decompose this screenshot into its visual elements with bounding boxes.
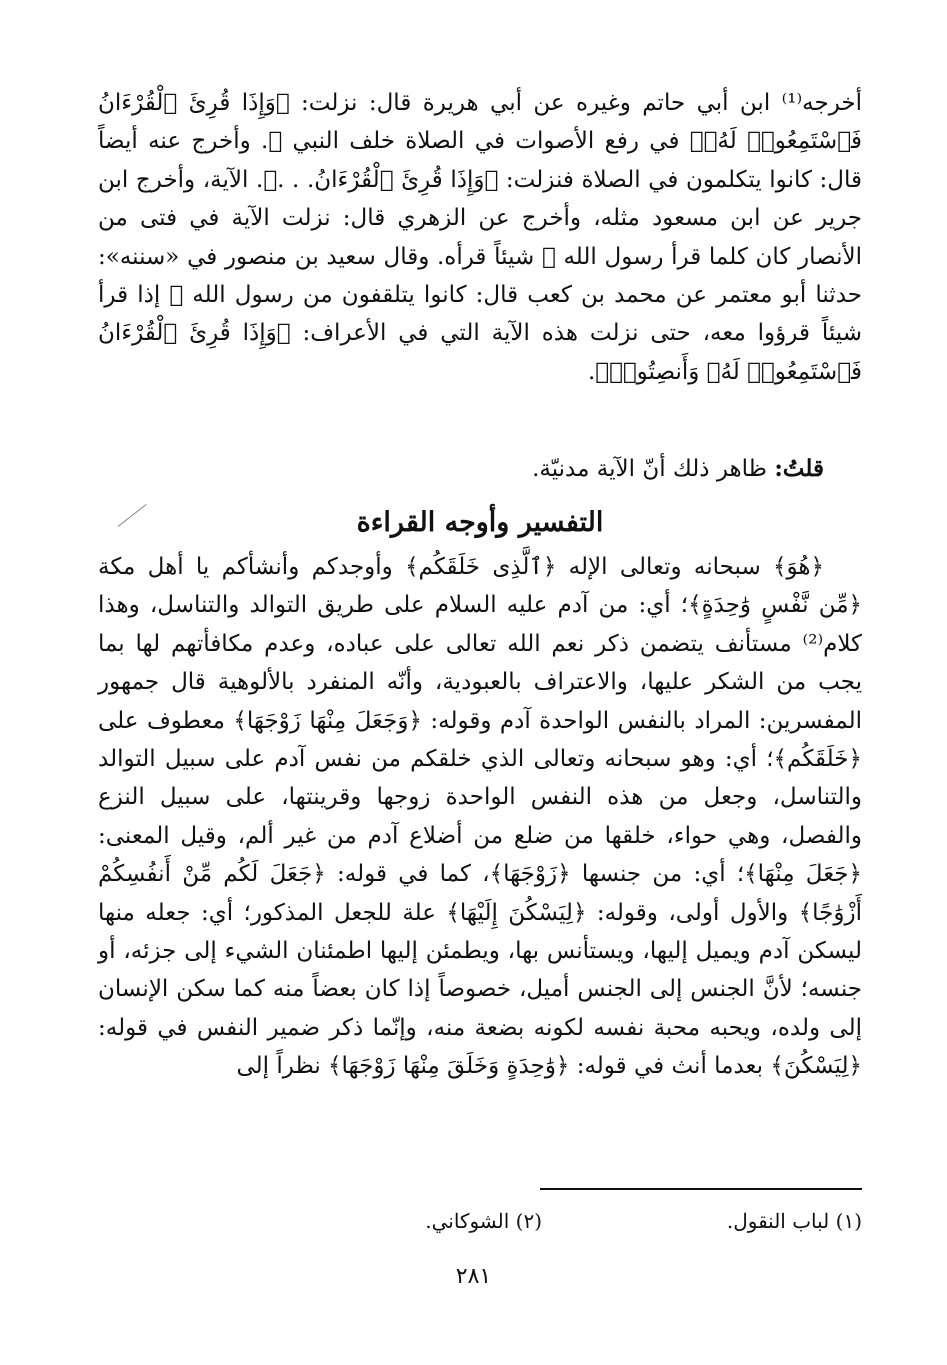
paragraph-text: أخرجه⁽¹⁾ ابن أبي حاتم وغيره عن أبي هريرة قال: نزلت: ﴿وَإِذَا قُرِئَ ٱلْقُرْءَانُ فَٱسْتَمِعُوا۟ لَهُۥ﴾ في رفع الأصوات في الصلاة خلف النبي ﷺ. وأخرج عنه أيضاً قال: كانوا يتكلمون في الصلاة فنزلت: ﴿وَإِذَا قُرِئَ ٱلْقُرْءَانُ. . .﴾. الآية، وأخرج ابن جرير عن ابن مسعود مثله، وأخرج عن الزهري قال: نزلت الآية في فتى من الأنصار كان كلما قرأ رسول الله ﷺ شيئاً قرأه. وقال سعيد بن منصور في «سننه»: حدثنا أبو معتمر عن محمد بن كعب قال: كانوا يتلقفون من رسول الله ﷺ إذا قرأ شيئاً قرؤوا معه، حتى نزلت هذه الآية التي في الأعراف: ﴿وَإِذَا قُرِئَ ٱلْقُرْءَانُ فَٱسْتَمِعُوا۟ لَهُۥ وَأَنصِتُوا۟﴾.: [98, 90, 862, 385]
section-title: التفسير وأوجه القراءة: [356, 507, 604, 538]
page-number: ٢٨١: [455, 1264, 492, 1289]
footnote-2: (٢) الشوكاني.: [425, 1209, 542, 1233]
qult-text: ظاهر ذلك أنّ الآية مدنيّة.: [532, 456, 767, 482]
qult-label: قلتُ:: [774, 455, 824, 482]
paragraph-text: ﴿هُوَ﴾ سبحانه وتعالى الإله ﴿ٱلَّذِى خَلَقَكُم﴾ وأوجدكم وأنشأكم يا أهل مكة ﴿مِّن نَّفْسٍ وَٰحِدَةٍ﴾؛ أي: من آدم عليه السلام على طريق التوالد والتناسل، وهذا كلام⁽²⁾ مستأنف يتضمن ذكر نعم الله تعالى على عباده، وعدم مكافأتهم لها بما يجب من الشكر عليها، والاعتراف بالعبودية، وأنّه المنفرد بالألوهية قال جمهور المفسرين: المراد بالنفس الواحدة آدم وقوله: ﴿وَجَعَلَ مِنْهَا زَوْجَهَا﴾ معطوف على ﴿خَلَقَكُم﴾؛ أي: وهو سبحانه وتعالى الذي خلقكم من نفس آدم على سبيل التوالد والتناسل، وجعل من هذه النفس الواحدة زوجها وقرينتها، على سبيل النزع والفصل، وهي حواء، خلقها من ضلع من أضلاع آدم من غير ألم، وقيل المعنى: ﴿جَعَلَ مِنْهَا﴾؛ أي: من جنسها ﴿زَوْجَهَا﴾، كما في قوله: ﴿جَعَلَ لَكُم مِّنْ أَنفُسِكُمْ أَزْوَٰجًا﴾ والأول أولى، وقوله: ﴿لِيَسْكُنَ إِلَيْهَا﴾ علة للجعل المذكور؛ أي: جعله منها ليسكن آدم ويميل إليها، ويستأنس بها، ويطمئن إليها اطمئنان الشيء إلى جزئه، أو جنسه؛ لأنَّ الجنس إلى الجنس أميل، خصوصاً إذا كان بعضاً منه كما سكن الإنسان إلى ولده، ويحبه محبة نفسه لكونه بضعة منه، وإنّما ذكر ضمير النفس في قوله: ﴿لِيَسْكُنَ﴾ بعدما أنث في قوله: ﴿وَٰحِدَةٍ وَخَلَقَ مِنْهَا زَوْجَهَا﴾ نظراً إلى: [98, 554, 862, 1080]
paragraph-tafsir: [98, 548, 862, 1086]
footnote-divider: [540, 1188, 862, 1190]
qult-note: [98, 450, 862, 488]
paragraph-asbab-nuzul: [98, 84, 862, 391]
footnote-1: (١) لباب النقول.: [726, 1209, 862, 1233]
